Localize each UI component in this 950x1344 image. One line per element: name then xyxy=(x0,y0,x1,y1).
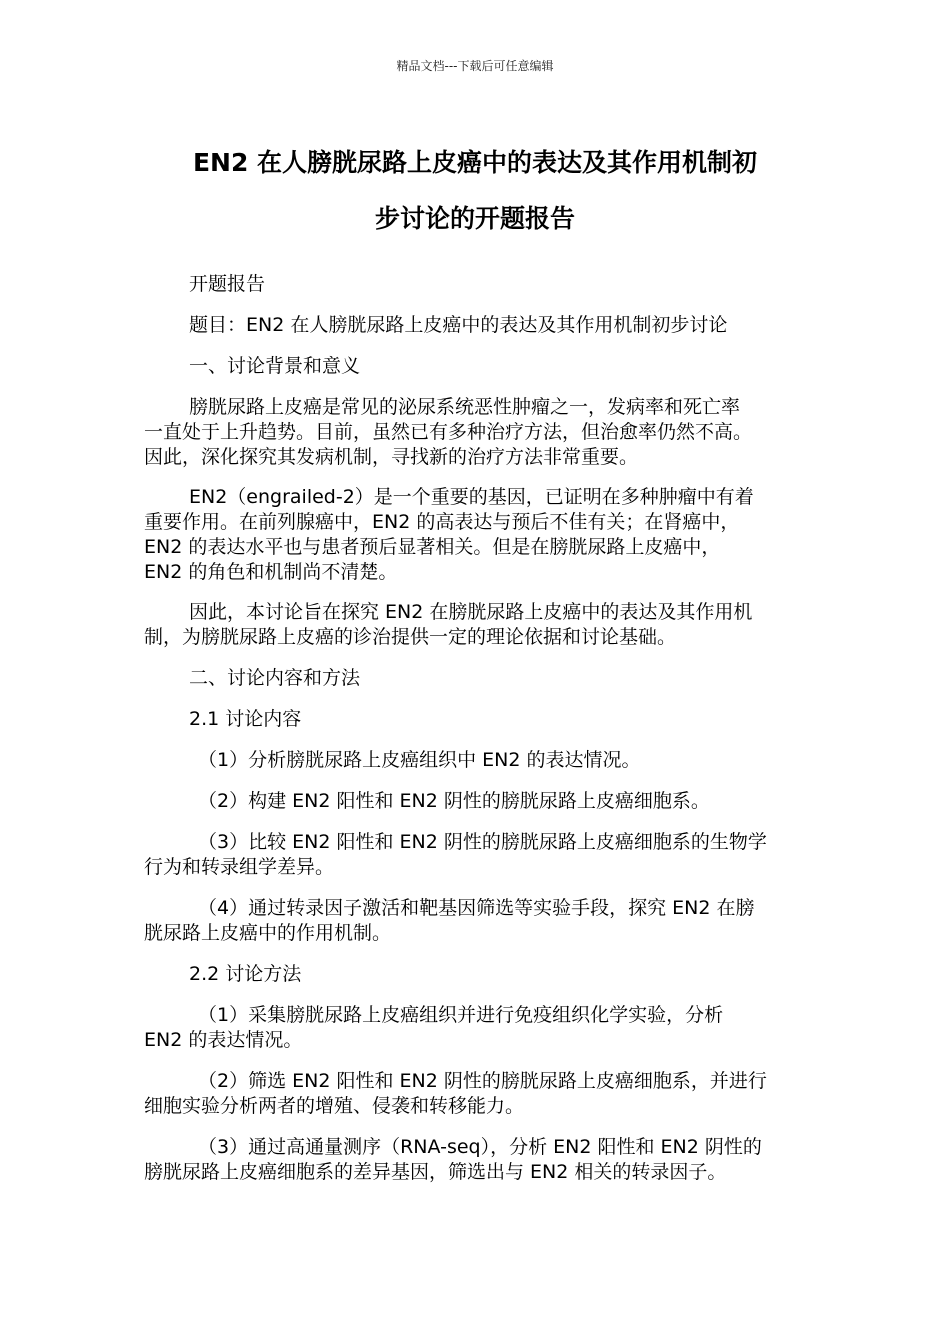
text-line: （1）采集膀胱尿路上皮癌组织并进行免疫组织化学实验，分析 xyxy=(198,1004,724,1026)
text-line: 一直处于上升趋势。目前，虽然已有多种治疗方法，但治愈率仍然不高。 xyxy=(144,421,753,443)
text-line: 细胞实验分析两者的增殖、侵袭和转移能力。 xyxy=(144,1095,525,1117)
list-item-method-2 xyxy=(144,1069,808,1119)
text-line: 膀胱尿路上皮癌是常见的泌尿系统恶性肿瘤之一，发病率和死亡率 xyxy=(189,396,741,418)
text-line: （3）通过高通量测序（RNA-seq），分析 EN2 阳性和 EN2 阴性的 xyxy=(198,1136,762,1158)
list-item-content-1 xyxy=(144,748,808,773)
text-line: 题目：EN2 在人膀胱尿路上皮癌中的表达及其作用机制初步讨论 xyxy=(189,314,728,336)
text-line: 2.2 讨论方法 xyxy=(189,963,302,985)
paragraph-topic xyxy=(144,313,808,338)
text-line: 开题报告 xyxy=(189,273,266,295)
text-line: 因此，深化探究其发病机制，寻找新的治疗方法非常重要。 xyxy=(144,446,639,468)
text-line: 重要作用。在前列腺癌中，EN2 的高表达与预后不佳有关；在肾癌中， xyxy=(144,511,740,533)
text-line: 二、讨论内容和方法 xyxy=(189,667,361,689)
text-line: EN2 的角色和机制尚不清楚。 xyxy=(144,561,398,583)
list-item-content-4 xyxy=(144,896,808,946)
text-line: 一、讨论背景和意义 xyxy=(189,355,361,377)
text-line: 2.1 讨论内容 xyxy=(189,708,302,730)
paragraph-en2-intro xyxy=(144,485,808,585)
text-line: EN2（engrailed-2）是一个重要的基因，已证明在多种肿瘤中有着 xyxy=(189,486,754,508)
text-line: EN2 的表达水平也与患者预后显著相关。但是在膀胱尿路上皮癌中， xyxy=(144,536,721,558)
text-line: 胱尿路上皮癌中的作用机制。 xyxy=(144,922,392,944)
heading-section-1 xyxy=(144,354,808,379)
document-body xyxy=(144,272,808,1185)
document-title xyxy=(130,135,820,247)
paragraph-report-label xyxy=(144,272,808,297)
text-line: 膀胱尿路上皮癌细胞系的差异基因，筛选出与 EN2 相关的转录因子。 xyxy=(144,1161,727,1183)
text-line: （1）分析膀胱尿路上皮癌组织中 EN2 的表达情况。 xyxy=(198,749,641,771)
list-item-content-3 xyxy=(144,830,808,880)
list-item-method-1 xyxy=(144,1003,808,1053)
paragraph-background xyxy=(144,395,808,470)
text-line: 行为和转录组学差异。 xyxy=(144,856,335,878)
heading-section-2 xyxy=(144,666,808,691)
list-item-content-2 xyxy=(144,789,808,814)
list-item-method-3 xyxy=(144,1135,808,1185)
heading-2-1 xyxy=(144,707,808,732)
text-line: （2）构建 EN2 阳性和 EN2 阴性的膀胱尿路上皮癌细胞系。 xyxy=(198,790,710,812)
title-line-1: EN2 在人膀胱尿路上皮癌中的表达及其作用机制初 xyxy=(192,148,758,177)
text-line: （2）筛选 EN2 阳性和 EN2 阴性的膀胱尿路上皮癌细胞系，并进行 xyxy=(198,1070,767,1092)
title-line-2: 步讨论的开题报告 xyxy=(374,204,575,233)
text-line: EN2 的表达情况。 xyxy=(144,1029,303,1051)
heading-2-2 xyxy=(144,962,808,987)
paragraph-purpose xyxy=(144,600,808,650)
text-line: 制，为膀胱尿路上皮癌的诊治提供一定的理论依据和讨论基础。 xyxy=(144,626,677,648)
text-line: （4）通过转录因子激活和靶基因筛选等实验手段，探究 EN2 在膀 xyxy=(198,897,755,919)
text-line: 因此，本讨论旨在探究 EN2 在膀胱尿路上皮癌中的表达及其作用机 xyxy=(189,601,753,623)
text-line: （3）比较 EN2 阳性和 EN2 阴性的膀胱尿路上皮癌细胞系的生物学 xyxy=(198,831,767,853)
page-header: 精品文档---下载后可任意编辑 xyxy=(396,59,554,73)
